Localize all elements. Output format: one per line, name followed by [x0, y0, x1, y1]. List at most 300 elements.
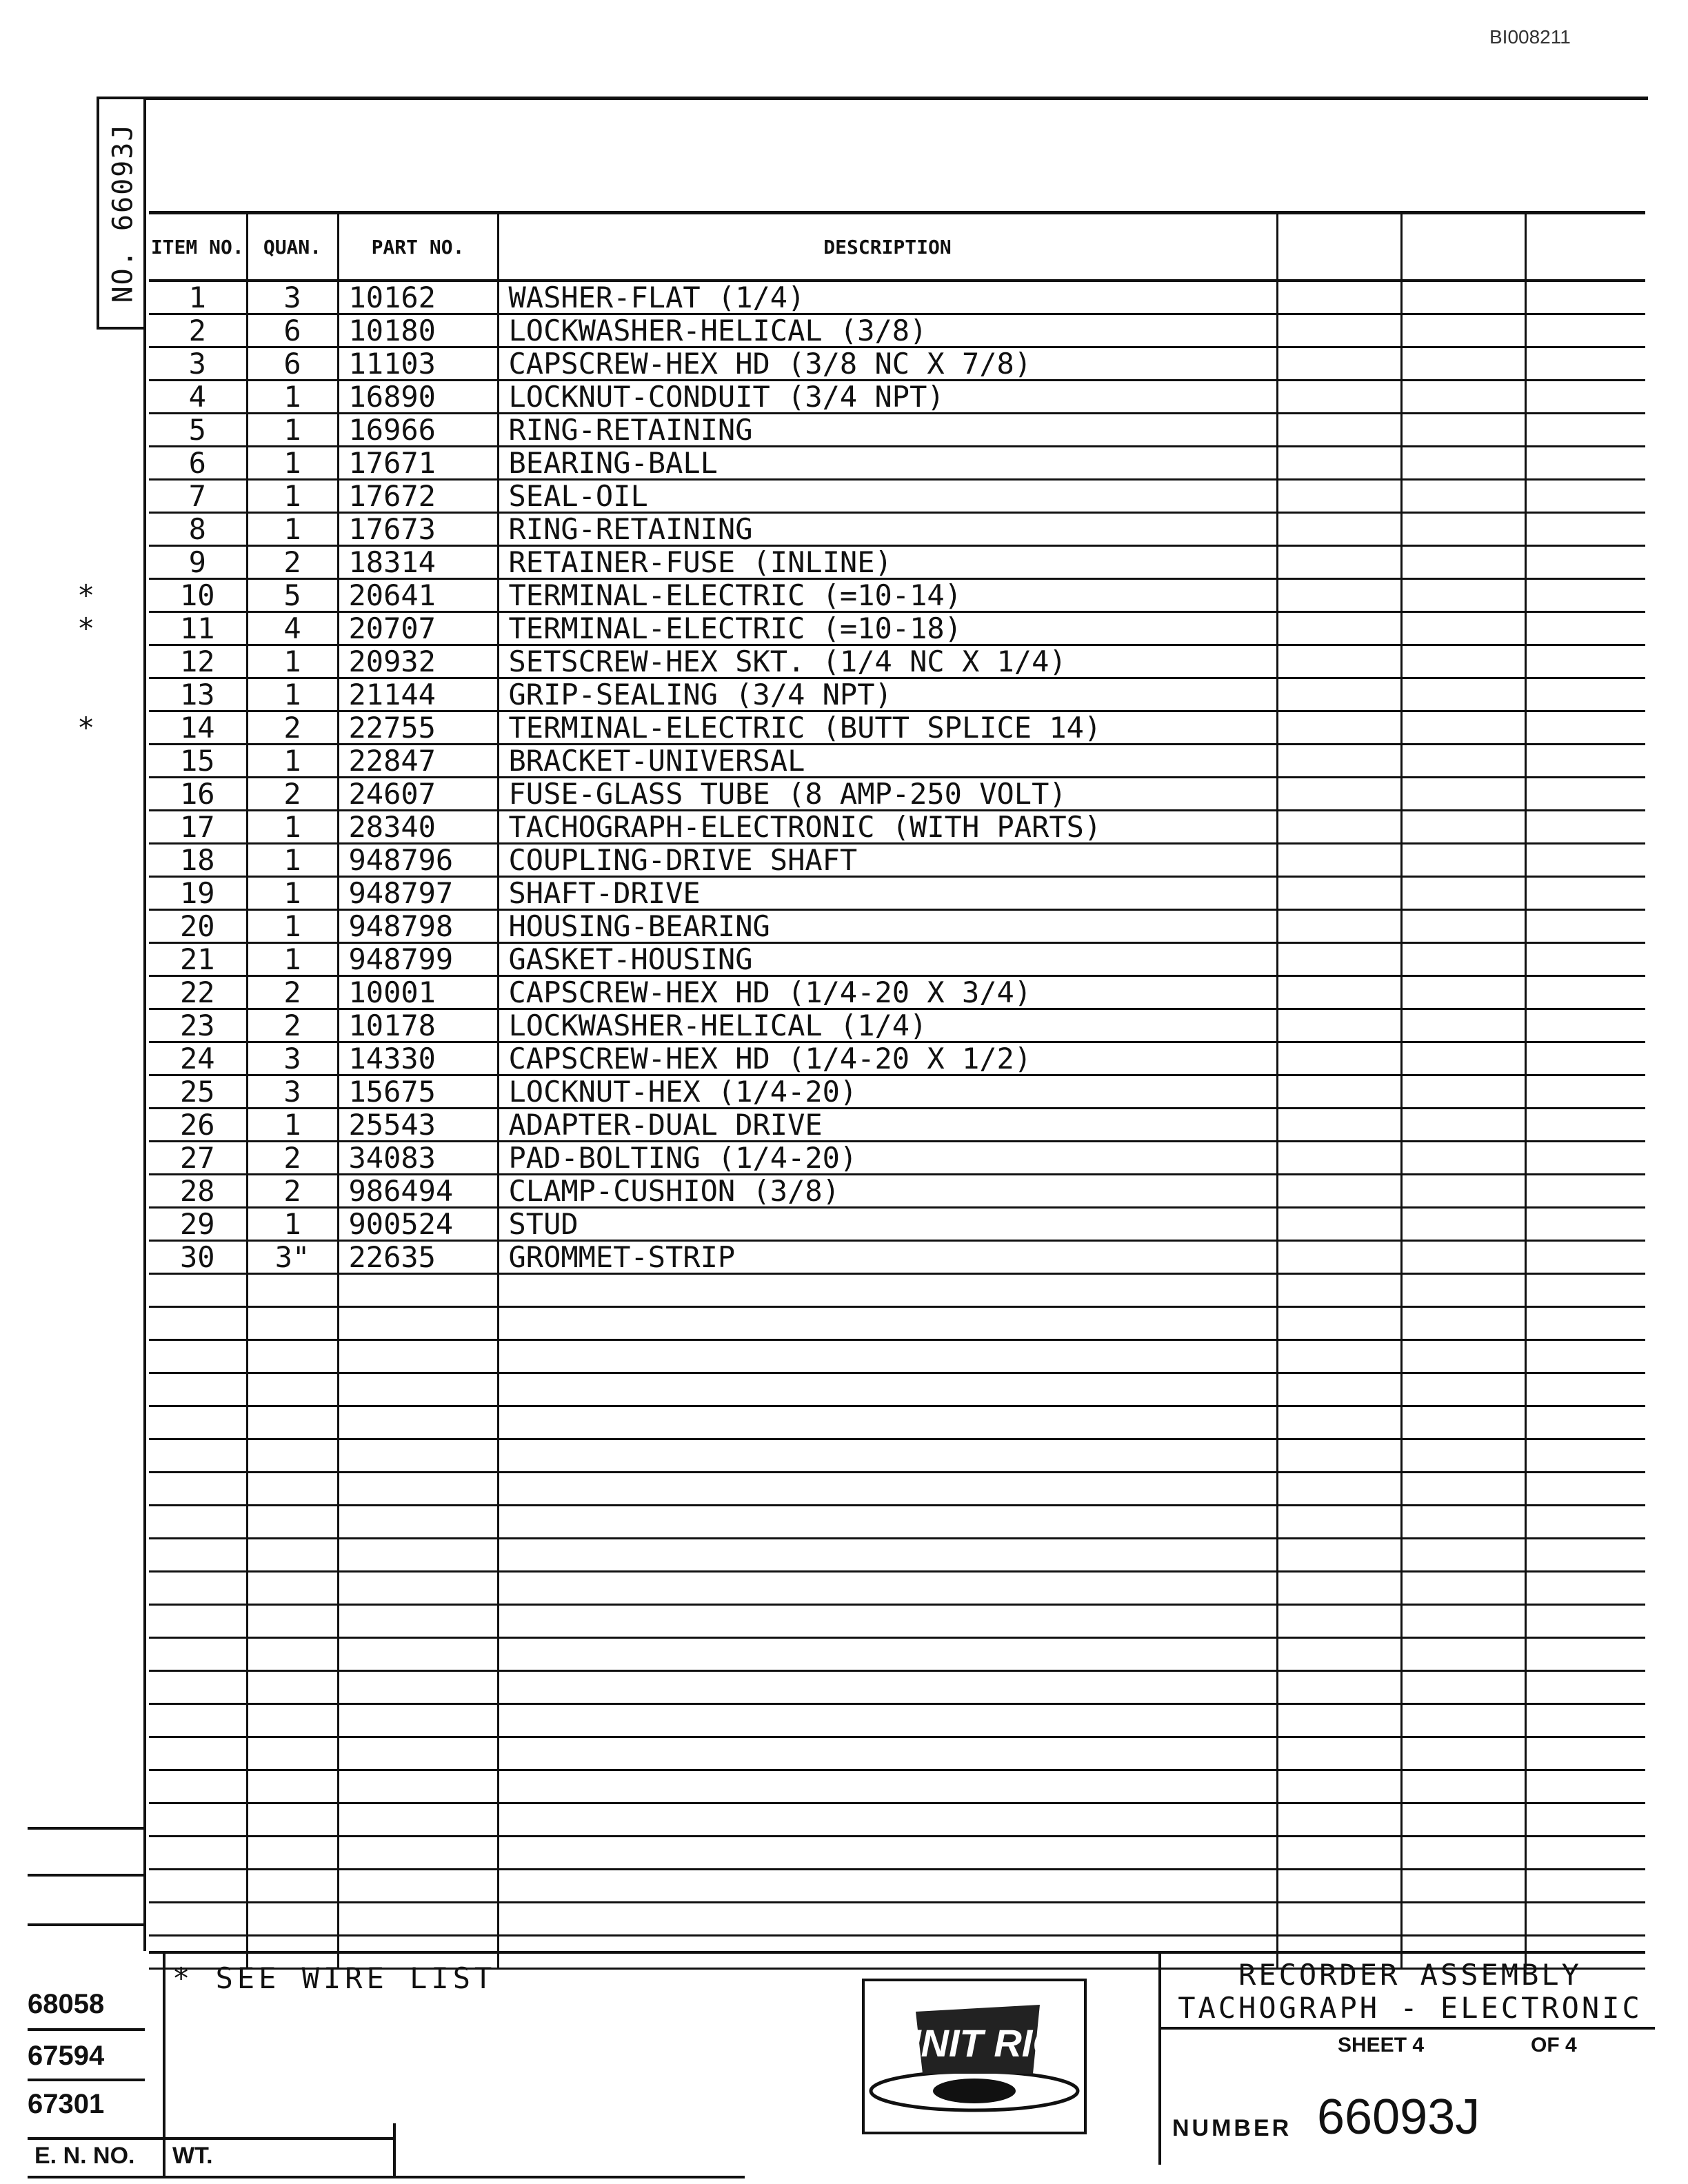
- unit-rig-logo: [861, 1977, 1088, 2136]
- part-number-cell: 24607: [338, 778, 498, 811]
- blank-cell: [1525, 447, 1645, 480]
- blank-cell: [149, 1770, 247, 1803]
- blank-cell: [338, 1870, 498, 1903]
- blank-cell: [247, 1605, 338, 1638]
- quantity-cell: 1: [247, 844, 338, 877]
- part-number-cell: 14330: [338, 1042, 498, 1075]
- table-row: [149, 314, 1645, 347]
- blank-cell: [1401, 844, 1525, 877]
- blank-cell: [1277, 1175, 1401, 1208]
- item-cell: 21: [149, 943, 247, 976]
- blank-cell: [1525, 314, 1645, 347]
- item-cell: 16: [149, 778, 247, 811]
- description-cell: TERMINAL-ELECTRIC (=10-14): [498, 579, 1277, 612]
- table-row: [149, 844, 1645, 877]
- part-number-cell: 17671: [338, 447, 498, 480]
- blank-cell: [1525, 1903, 1645, 1936]
- blank-cell: [1277, 447, 1401, 480]
- blank-cell: [149, 1506, 247, 1539]
- blank-cell: [1401, 877, 1525, 910]
- quantity-cell: 1: [247, 877, 338, 910]
- revision-rule: [28, 1874, 145, 1877]
- blank-cell: [149, 1539, 247, 1572]
- blank-cell: [1525, 811, 1645, 844]
- part-number-cell: 20641: [338, 579, 498, 612]
- blank-cell: [1401, 778, 1525, 811]
- description-cell: SHAFT-DRIVE: [498, 877, 1277, 910]
- blank-cell: [338, 1473, 498, 1506]
- description-cell: TERMINAL-ELECTRIC (=10-18): [498, 612, 1277, 645]
- blank-cell: [498, 1704, 1277, 1737]
- description-cell: PAD-BOLTING (1/4-20): [498, 1142, 1277, 1175]
- quantity-cell: 2: [247, 1175, 338, 1208]
- blank-cell: [1401, 1539, 1525, 1572]
- blank-cell: [1401, 1009, 1525, 1042]
- blank-cell: [149, 1737, 247, 1770]
- blank-cell: [1401, 1142, 1525, 1175]
- blank-cell: [1401, 1439, 1525, 1473]
- header-description: DESCRIPTION: [498, 213, 1277, 281]
- blank-cell: [338, 1803, 498, 1837]
- table-row: [149, 976, 1645, 1009]
- blank-cell: [1277, 1009, 1401, 1042]
- blank-cell: [498, 1539, 1277, 1572]
- blank-cell: [1525, 546, 1645, 579]
- blank-cell: [338, 1671, 498, 1704]
- blank-cell: [1525, 1241, 1645, 1274]
- blank-cell: [338, 1406, 498, 1439]
- blank-cell: [1525, 645, 1645, 678]
- quantity-cell: 1: [247, 480, 338, 513]
- part-number-cell: 21144: [338, 678, 498, 711]
- svg-text:UNIT RIG: UNIT RIG: [893, 2021, 1063, 2065]
- part-number-cell: 10001: [338, 976, 498, 1009]
- quantity-cell: 1: [247, 1109, 338, 1142]
- item-cell: 9: [149, 546, 247, 579]
- blank-cell: [1277, 612, 1401, 645]
- blank-cell: [247, 1903, 338, 1936]
- blank-cell: [498, 1803, 1277, 1837]
- table-row: [149, 612, 1645, 645]
- blank-cell: [1277, 381, 1401, 414]
- item-cell: 19: [149, 877, 247, 910]
- part-number-cell: 16890: [338, 381, 498, 414]
- en-divider: [163, 2137, 165, 2178]
- description-cell: LOCKNUT-HEX (1/4-20): [498, 1075, 1277, 1109]
- blank-cell: [1277, 546, 1401, 579]
- blank-cell: [149, 1803, 247, 1837]
- blank-cell: [1525, 1572, 1645, 1605]
- blank-cell: [1525, 1208, 1645, 1241]
- blank-cell: [1277, 1473, 1401, 1506]
- table-row: [149, 546, 1645, 579]
- description-cell: LOCKWASHER-HELICAL (1/4): [498, 1009, 1277, 1042]
- blank-cell: [1401, 1175, 1525, 1208]
- table-row: [149, 381, 1645, 414]
- blank-cell: [149, 1340, 247, 1373]
- revision-rule: [28, 2028, 145, 2031]
- quantity-cell: 2: [247, 546, 338, 579]
- quantity-cell: 1: [247, 910, 338, 943]
- blank-cell: [498, 1870, 1277, 1903]
- blank-cell: [247, 1803, 338, 1837]
- table-row: [149, 513, 1645, 546]
- description-cell: HOUSING-BEARING: [498, 910, 1277, 943]
- blank-cell: [1401, 1903, 1525, 1936]
- blank-cell: [1401, 1803, 1525, 1837]
- blank-cell: [1277, 745, 1401, 778]
- table-row: [149, 347, 1645, 381]
- blank-cell: [149, 1638, 247, 1671]
- blank-cell: [1401, 678, 1525, 711]
- blank-cell: [1277, 281, 1401, 314]
- blank-cell: [1401, 513, 1525, 546]
- blank-cell: [1277, 943, 1401, 976]
- empty-table-row: [149, 1572, 1645, 1605]
- blank-cell: [247, 1704, 338, 1737]
- blank-cell: [498, 1307, 1277, 1340]
- blank-cell: [1525, 778, 1645, 811]
- blank-cell: [1401, 1042, 1525, 1075]
- blank-cell: [1525, 579, 1645, 612]
- header-part-no: PART NO.: [338, 213, 498, 281]
- blank-cell: [1401, 1241, 1525, 1274]
- blank-cell: [1401, 1605, 1525, 1638]
- item-cell: 28: [149, 1175, 247, 1208]
- quantity-cell: 2: [247, 1009, 338, 1042]
- item-cell: 15: [149, 745, 247, 778]
- empty-table-row: [149, 1506, 1645, 1539]
- blank-cell: [247, 1406, 338, 1439]
- table-row: [149, 1009, 1645, 1042]
- blank-cell: [1525, 1506, 1645, 1539]
- blank-cell: [1401, 447, 1525, 480]
- table-row: [149, 943, 1645, 976]
- blank-cell: [498, 1274, 1277, 1307]
- blank-cell: [498, 1340, 1277, 1373]
- table-row: [149, 1042, 1645, 1075]
- part-number-cell: 25543: [338, 1109, 498, 1142]
- part-number-cell: 17673: [338, 513, 498, 546]
- quantity-cell: 5: [247, 579, 338, 612]
- blank-cell: [1277, 1903, 1401, 1936]
- empty-table-row: [149, 1704, 1645, 1737]
- blank-cell: [1525, 1009, 1645, 1042]
- blank-cell: [1277, 811, 1401, 844]
- blank-cell: [498, 1473, 1277, 1506]
- blank-cell: [1525, 1837, 1645, 1870]
- blank-cell: [1401, 314, 1525, 347]
- blank-cell: [1401, 711, 1525, 745]
- description-cell: LOCKNUT-CONDUIT (3/4 NPT): [498, 381, 1277, 414]
- blank-cell: [1277, 1406, 1401, 1439]
- blank-cell: [149, 1837, 247, 1870]
- title-rule: [1158, 2027, 1655, 2030]
- item-cell: 14: [149, 711, 247, 745]
- part-number-cell: 20707: [338, 612, 498, 645]
- blank-cell: [498, 1903, 1277, 1936]
- item-cell: 8: [149, 513, 247, 546]
- quantity-cell: 3: [247, 281, 338, 314]
- part-number-cell: 22847: [338, 745, 498, 778]
- header-item-no: ITEM NO.: [149, 213, 247, 281]
- description-cell: FUSE-GLASS TUBE (8 AMP-250 VOLT): [498, 778, 1277, 811]
- part-number-cell: 948797: [338, 877, 498, 910]
- revision-column-rule: [163, 1951, 165, 2137]
- blank-cell: [1277, 1737, 1401, 1770]
- table-row: [149, 1109, 1645, 1142]
- empty-table-row: [149, 1340, 1645, 1373]
- part-number-cell: 15675: [338, 1075, 498, 1109]
- blank-cell: [1277, 1506, 1401, 1539]
- blank-cell: [1525, 480, 1645, 513]
- blank-cell: [498, 1406, 1277, 1439]
- part-number-cell: 948798: [338, 910, 498, 943]
- blank-cell: [149, 1903, 247, 1936]
- left-margin-rule: [143, 97, 146, 1951]
- description-cell: GASKET-HOUSING: [498, 943, 1277, 976]
- item-cell: 26: [149, 1109, 247, 1142]
- blank-cell: [1401, 811, 1525, 844]
- side-tab: [97, 97, 146, 330]
- blank-cell: [1401, 1737, 1525, 1770]
- item-cell: 13: [149, 678, 247, 711]
- blank-cell: [1525, 1770, 1645, 1803]
- blank-cell: [498, 1638, 1277, 1671]
- blank-cell: [1525, 1406, 1645, 1439]
- description-cell: COUPLING-DRIVE SHAFT: [498, 844, 1277, 877]
- description-cell: GROMMET-STRIP: [498, 1241, 1277, 1274]
- blank-cell: [1525, 877, 1645, 910]
- quantity-cell: 1: [247, 381, 338, 414]
- blank-cell: [1525, 711, 1645, 745]
- blank-cell: [1525, 1671, 1645, 1704]
- blank-cell: [1277, 1307, 1401, 1340]
- blank-cell: [1277, 678, 1401, 711]
- quantity-cell: 3": [247, 1241, 338, 1274]
- empty-table-row: [149, 1274, 1645, 1307]
- blank-cell: [1277, 513, 1401, 546]
- blank-cell: [1277, 314, 1401, 347]
- part-number-cell: 10178: [338, 1009, 498, 1042]
- blank-cell: [338, 1638, 498, 1671]
- blank-cell: [1525, 281, 1645, 314]
- blank-cell: [1401, 1506, 1525, 1539]
- revision-number: 67594: [28, 2041, 105, 2071]
- description-cell: SEAL-OIL: [498, 480, 1277, 513]
- item-cell: 5: [149, 414, 247, 447]
- description-cell: RING-RETAINING: [498, 414, 1277, 447]
- blank-cell: [1277, 645, 1401, 678]
- wt-divider: [393, 2123, 396, 2178]
- blank-cell: [338, 1373, 498, 1406]
- blank-cell: [1277, 480, 1401, 513]
- blank-cell: [149, 1870, 247, 1903]
- item-cell: 1: [149, 281, 247, 314]
- blank-cell: [1277, 1870, 1401, 1903]
- description-cell: CAPSCREW-HEX HD (3/8 NC X 7/8): [498, 347, 1277, 381]
- blank-cell: [338, 1439, 498, 1473]
- empty-table-row: [149, 1605, 1645, 1638]
- part-number-cell: 22635: [338, 1241, 498, 1274]
- wire-list-marker: *: [77, 711, 95, 745]
- blank-cell: [1277, 1109, 1401, 1142]
- quantity-cell: 2: [247, 1142, 338, 1175]
- quantity-cell: 3: [247, 1042, 338, 1075]
- part-number-cell: 10162: [338, 281, 498, 314]
- empty-table-row: [149, 1373, 1645, 1406]
- blank-cell: [1401, 612, 1525, 645]
- item-cell: 30: [149, 1241, 247, 1274]
- blank-cell: [1525, 910, 1645, 943]
- table-row: [149, 778, 1645, 811]
- blank-cell: [149, 1373, 247, 1406]
- blank-cell: [338, 1340, 498, 1373]
- blank-cell: [338, 1506, 498, 1539]
- description-cell: CAPSCREW-HEX HD (1/4-20 X 3/4): [498, 976, 1277, 1009]
- part-number-cell: 16966: [338, 414, 498, 447]
- blank-cell: [1401, 1837, 1525, 1870]
- blank-cell: [1277, 1208, 1401, 1241]
- blank-cell: [247, 1737, 338, 1770]
- blank-cell: [498, 1605, 1277, 1638]
- item-cell: 7: [149, 480, 247, 513]
- blank-cell: [1401, 1274, 1525, 1307]
- description-cell: BRACKET-UNIVERSAL: [498, 745, 1277, 778]
- description-cell: TERMINAL-ELECTRIC (BUTT SPLICE 14): [498, 711, 1277, 745]
- item-cell: 23: [149, 1009, 247, 1042]
- empty-table-row: [149, 1770, 1645, 1803]
- blank-cell: [1401, 1406, 1525, 1439]
- part-number-cell: 22755: [338, 711, 498, 745]
- table-row: [149, 281, 1645, 314]
- blank-cell: [1277, 1340, 1401, 1373]
- blank-cell: [498, 1439, 1277, 1473]
- item-cell: 3: [149, 347, 247, 381]
- blank-cell: [338, 1539, 498, 1572]
- blank-cell: [1401, 1572, 1525, 1605]
- blank-cell: [1401, 1870, 1525, 1903]
- blank-cell: [1525, 844, 1645, 877]
- blank-cell: [1401, 1075, 1525, 1109]
- description-cell: RETAINER-FUSE (INLINE): [498, 546, 1277, 579]
- header-blank-1: [1277, 213, 1401, 281]
- blank-cell: [1525, 1737, 1645, 1770]
- blank-cell: [1277, 778, 1401, 811]
- blank-cell: [1525, 1473, 1645, 1506]
- blank-cell: [1525, 1340, 1645, 1373]
- item-cell: 6: [149, 447, 247, 480]
- table-row: [149, 877, 1645, 910]
- blank-cell: [498, 1572, 1277, 1605]
- blank-cell: [1401, 910, 1525, 943]
- blank-cell: [247, 1770, 338, 1803]
- document-id: BI008211: [1489, 26, 1571, 48]
- blank-cell: [1525, 1439, 1645, 1473]
- item-cell: 11: [149, 612, 247, 645]
- blank-cell: [1401, 1770, 1525, 1803]
- blank-cell: [247, 1539, 338, 1572]
- item-cell: 20: [149, 910, 247, 943]
- blank-cell: [1525, 1704, 1645, 1737]
- item-cell: 29: [149, 1208, 247, 1241]
- item-cell: 17: [149, 811, 247, 844]
- description-cell: LOCKWASHER-HELICAL (3/8): [498, 314, 1277, 347]
- quantity-cell: 1: [247, 811, 338, 844]
- empty-table-row: [149, 1638, 1645, 1671]
- blank-cell: [247, 1572, 338, 1605]
- description-cell: BEARING-BALL: [498, 447, 1277, 480]
- blank-cell: [247, 1671, 338, 1704]
- blank-cell: [149, 1671, 247, 1704]
- part-number-cell: 986494: [338, 1175, 498, 1208]
- revision-rule: [28, 1923, 145, 1926]
- blank-cell: [1401, 480, 1525, 513]
- blank-cell: [247, 1638, 338, 1671]
- title-line-2: TACHOGRAPH - ELECTRONIC: [1178, 1991, 1642, 2025]
- parts-body: [149, 281, 1645, 1969]
- blank-cell: [247, 1373, 338, 1406]
- part-number-cell: 20932: [338, 645, 498, 678]
- table-row: [149, 1175, 1645, 1208]
- part-number-cell: 948799: [338, 943, 498, 976]
- blank-cell: [1401, 1373, 1525, 1406]
- blank-cell: [1525, 347, 1645, 381]
- blank-cell: [1525, 612, 1645, 645]
- part-number-cell: 948796: [338, 844, 498, 877]
- revision-rule: [28, 1827, 145, 1830]
- description-cell: CLAMP-CUSHION (3/8): [498, 1175, 1277, 1208]
- revision-number: 67301: [28, 2089, 105, 2119]
- quantity-cell: 2: [247, 711, 338, 745]
- blank-cell: [247, 1307, 338, 1340]
- empty-table-row: [149, 1903, 1645, 1936]
- blank-cell: [1277, 1042, 1401, 1075]
- blank-cell: [247, 1506, 338, 1539]
- blank-cell: [1277, 1803, 1401, 1837]
- blank-cell: [1277, 877, 1401, 910]
- part-number-cell: 10180: [338, 314, 498, 347]
- table-row: [149, 579, 1645, 612]
- blank-cell: [1277, 910, 1401, 943]
- blank-cell: [1277, 1704, 1401, 1737]
- blank-cell: [1401, 1671, 1525, 1704]
- blank-cell: [149, 1572, 247, 1605]
- table-row: [149, 678, 1645, 711]
- part-number-cell: 34083: [338, 1142, 498, 1175]
- blank-cell: [247, 1340, 338, 1373]
- quantity-cell: 1: [247, 447, 338, 480]
- blank-cell: [1401, 1208, 1525, 1241]
- wire-list-marker: *: [77, 611, 95, 645]
- empty-table-row: [149, 1870, 1645, 1903]
- table-row: [149, 1241, 1645, 1274]
- empty-table-row: [149, 1671, 1645, 1704]
- blank-cell: [149, 1307, 247, 1340]
- blank-cell: [1525, 943, 1645, 976]
- blank-cell: [1525, 1075, 1645, 1109]
- blank-cell: [1277, 976, 1401, 1009]
- blank-cell: [1401, 1473, 1525, 1506]
- blank-cell: [1525, 1605, 1645, 1638]
- table-row: [149, 1075, 1645, 1109]
- blank-cell: [338, 1737, 498, 1770]
- description-cell: TACHOGRAPH-ELECTRONIC (WITH PARTS): [498, 811, 1277, 844]
- part-number-cell: 11103: [338, 347, 498, 381]
- empty-table-row: [149, 1737, 1645, 1770]
- blank-cell: [1277, 1241, 1401, 1274]
- item-cell: 22: [149, 976, 247, 1009]
